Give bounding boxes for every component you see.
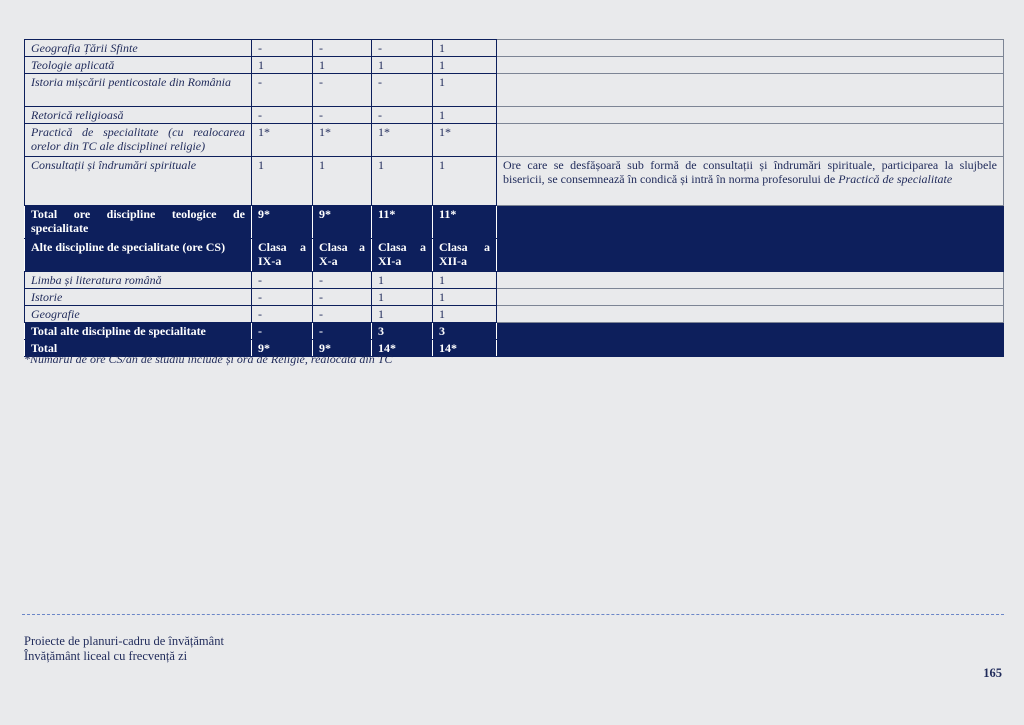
- hours-cell-xii: 1: [433, 107, 497, 124]
- hours-cell-x: -: [313, 74, 372, 107]
- hours-cell-ix: 1: [252, 157, 313, 206]
- hours-cell-xi: 14*: [372, 340, 433, 357]
- hours-cell-xii: 14*: [433, 340, 497, 357]
- note-cell: [497, 40, 1004, 57]
- hours-cell-x: -: [313, 323, 372, 340]
- class-ix-header: Clasa a IX-a: [252, 239, 313, 272]
- hours-cell-xii: 1: [433, 272, 497, 289]
- class-xi-header: Clasa a XI-a: [372, 239, 433, 272]
- hours-cell-xii: 1: [433, 74, 497, 107]
- note-cell: [497, 107, 1004, 124]
- note-cell: [497, 272, 1004, 289]
- hours-cell-xi: 1*: [372, 124, 433, 157]
- hours-cell-x: 1: [313, 57, 372, 74]
- hours-cell-xi: -: [372, 74, 433, 107]
- table-footnote: *Numărul de ore CS/an de studiu include și ora de Religie, realocată din TC: [24, 352, 393, 366]
- hours-cell-ix: -: [252, 40, 313, 57]
- hours-cell-ix: -: [252, 107, 313, 124]
- hours-cell-xi: 1: [372, 272, 433, 289]
- note-cell: [497, 74, 1004, 107]
- hours-cell-xii: 11*: [433, 206, 497, 239]
- table-row: [25, 289, 1004, 306]
- note-cell: [497, 206, 1004, 239]
- class-x-header: Clasa a X-a: [313, 239, 372, 272]
- total-other-label: Total alte discipline de specialitate: [25, 323, 252, 340]
- subject-cell: Istorie: [25, 289, 252, 306]
- other-disciplines-header-row: [25, 239, 1004, 272]
- hours-cell-x: -: [313, 289, 372, 306]
- table-row: [25, 57, 1004, 74]
- class-xii-header: Clasa a XII-a: [433, 239, 497, 272]
- hours-cell-xi: 1: [372, 57, 433, 74]
- note-text: Ore care se desfășoară sub formă de consultații și îndrumări spirituale, participarea la slujbele bisericii, se consemnează în condică și intră în norma profesorului de: [503, 158, 997, 186]
- hours-cell-ix: -: [252, 74, 313, 107]
- hours-cell-xii: 1: [433, 289, 497, 306]
- other-disciplines-label: Alte discipline de specialitate (ore CS): [25, 239, 252, 272]
- total-other-row: [25, 323, 1004, 340]
- subject-cell: Geografia Țării Sfinte: [25, 40, 252, 57]
- footer-divider: [22, 614, 1004, 615]
- hours-cell-ix: -: [252, 323, 313, 340]
- note-cell: [497, 340, 1004, 357]
- page-footer: [24, 634, 224, 664]
- hours-cell-xii: 1*: [433, 124, 497, 157]
- hours-cell-x: -: [313, 272, 372, 289]
- hours-cell-xi: -: [372, 107, 433, 124]
- note-cell: [497, 124, 1004, 157]
- hours-cell-x: 1: [313, 157, 372, 206]
- hours-cell-x: 1*: [313, 124, 372, 157]
- total-label: Total: [25, 340, 252, 357]
- subject-cell: Limba și literatura română: [25, 272, 252, 289]
- hours-cell-xi: 1: [372, 306, 433, 323]
- footer-line-2: Învățământ liceal cu frecvență zi: [24, 649, 188, 663]
- table-row: [25, 107, 1004, 124]
- hours-cell-ix: 1*: [252, 124, 313, 157]
- hours-cell-ix: 9*: [252, 340, 313, 357]
- note-cell: [497, 306, 1004, 323]
- hours-cell-xii: 1: [433, 157, 497, 206]
- hours-cell-xii: 3: [433, 323, 497, 340]
- table-row: [25, 157, 1004, 206]
- hours-cell-x: -: [313, 107, 372, 124]
- hours-cell-xii: 1: [433, 40, 497, 57]
- page-number: 165: [983, 666, 1002, 680]
- hours-cell-ix: -: [252, 289, 313, 306]
- subject-cell: Geografie: [25, 306, 252, 323]
- note-cell: [497, 157, 1004, 206]
- hours-cell-xii: 1: [433, 306, 497, 323]
- table-row: [25, 74, 1004, 107]
- hours-cell-ix: -: [252, 306, 313, 323]
- hours-cell-xi: 1: [372, 289, 433, 306]
- hours-cell-xii: 1: [433, 57, 497, 74]
- note-cell: [497, 289, 1004, 306]
- hours-cell-x: -: [313, 40, 372, 57]
- footer-line-1: Proiecte de planuri-cadru de învățământ: [24, 634, 224, 648]
- note-text-italic: Practică de specialitate: [838, 172, 953, 186]
- subject-cell: Retorică religioasă: [25, 107, 252, 124]
- hours-cell-xi: -: [372, 40, 433, 57]
- hours-cell-ix: -: [252, 272, 313, 289]
- total-theology-label: Total ore discipline teologice de specialitate: [25, 206, 252, 239]
- table-row: [25, 272, 1004, 289]
- hours-cell-x: 9*: [313, 340, 372, 357]
- hours-cell-xi: 3: [372, 323, 433, 340]
- hours-cell-xi: 11*: [372, 206, 433, 239]
- hours-cell-ix: 9*: [252, 206, 313, 239]
- note-cell: [497, 57, 1004, 74]
- subject-cell: Practică de specialitate (cu realocarea orelor din TC ale disciplinei religie): [25, 124, 252, 157]
- subject-cell: Teologie aplicată: [25, 57, 252, 74]
- note-cell: [497, 323, 1004, 340]
- hours-cell-ix: 1: [252, 57, 313, 74]
- subject-cell: Istoria mișcării penticostale din România: [25, 74, 252, 107]
- curriculum-table: [24, 39, 1004, 357]
- hours-cell-x: 9*: [313, 206, 372, 239]
- table-row: [25, 306, 1004, 323]
- total-theology-row: [25, 206, 1004, 239]
- hours-cell-xi: 1: [372, 157, 433, 206]
- note-cell: [497, 239, 1004, 272]
- table-row: [25, 40, 1004, 57]
- table-row: [25, 124, 1004, 157]
- subject-cell: Consultații și îndrumări spirituale: [25, 157, 252, 206]
- hours-cell-x: -: [313, 306, 372, 323]
